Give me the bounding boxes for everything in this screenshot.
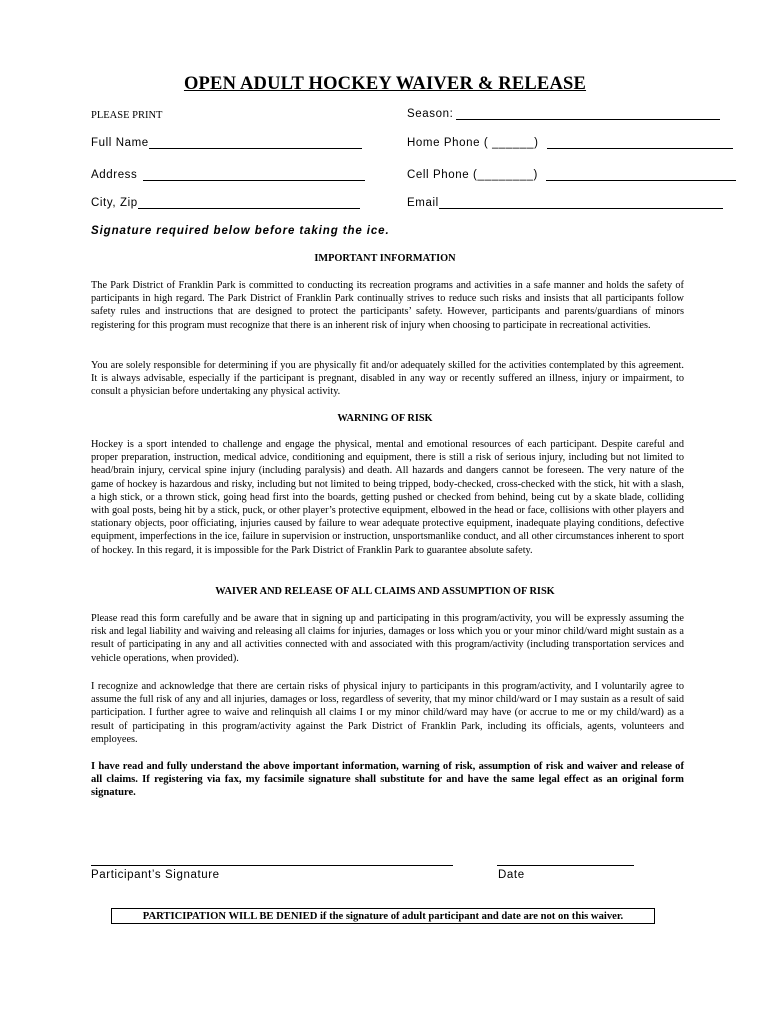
home-phone-field[interactable] (407, 137, 733, 149)
date-signature-line[interactable] (497, 865, 634, 866)
city-zip-input-line[interactable] (138, 197, 360, 209)
address-field[interactable] (91, 169, 365, 181)
season-input-line[interactable] (456, 108, 720, 120)
email-label: Email (407, 197, 439, 209)
form-title: OPEN ADULT HOCKEY WAIVER & RELEASE (183, 74, 587, 94)
home-phone-input-line[interactable] (547, 137, 733, 149)
acknowledgement-statement: I have read and fully understand the above important information, warning of risk, assumption of risk and waiver and release of all claims. If registering via fax, my facsimile signature shall substitute for and have the same legal effect as an original form signature. (91, 761, 684, 799)
warning-of-risk-heading: WARNING OF RISK (337, 413, 433, 424)
warning-of-risk-paragraph: Hockey is a sport intended to challenge and engage the physical, mental and emotional resources of each participant. Despite careful and proper preparation, instruction, medical advice, conditioning and equipment, there is still a risk of serious injury, including but not limited to head/brain injury, cervical spine injury (including paralysis) and death. All hazards and dangers cannot be foreseen. The very nature of the game of hockey is hazardous and risky, including but not limited to being tripped, body-checked, cross-checked with the stick, hit with a slash, a high stick, or a thrown stick, going head first into the boards, getting pushed or checked from behind, being cut by a skate blade, colliding with goal posts, being hit by a stick, puck, or other player’s protective equipment, elbowed in the head or face, collisions with other players and stationary objects, poor officiating, injuries caused by failure to wear adequate protective equipment, inadequate playing conditions, defective equipment, imperfections in the ice, failure in supervision or instruction, unsportsmanlike conduct, and all other circumstances inherent to sport of hockey. In this regard, it is impossible for the Park District of Franklin Park to guarantee absolute safety. (91, 439, 684, 556)
full-name-field[interactable] (91, 137, 362, 149)
important-info-paragraph-2: You are solely responsible for determining if you are physically fit and/or adequately skilled for the activities contemplated by this agreement. It is always advisable, especially if the participant is pregnant, disabled in any way or recently suffered an illness, injury or impairment, to consult a physician before undertaking any physical activity. (91, 360, 684, 398)
email-input-line[interactable] (439, 197, 723, 209)
signature-required-note: Signature required below before taking the ice. (91, 225, 390, 237)
waiver-release-heading: WAIVER AND RELEASE OF ALL CLAIMS AND ASSUMPTION OF RISK (215, 586, 555, 597)
important-info-paragraph-1: The Park District of Franklin Park is committed to conducting its recreation programs and activities in a safe manner and holds the safety of participants in high regard. The Park District of Franklin Park continually strives to reduce such risks and insists that all participants follow safety rules and instructions that are designed to protect the participants’ safety. However, participants and parents/guardians of minors registering for this program must recognize that there is an inherent risk of injury when choosing to participate in recreational activities. (91, 280, 684, 331)
date-label: Date (498, 869, 525, 881)
participant-signature-label: Participant’s Signature (91, 869, 220, 881)
please-print-label: PLEASE PRINT (91, 110, 163, 121)
waiver-paragraph-1: Please read this form carefully and be aware that in signing up and participating in this program/activity, you will be expressly assuming the risk and legal liability and waiving and releasing all claims for injuries, damages or loss which you or your minor child/ward might sustain as a result of participating in any and all activities connected with and associated with this program/activity (including transportation services and vehicle operations, when provided). (91, 613, 684, 664)
cell-phone-label: Cell Phone (________) (407, 169, 538, 181)
participant-signature-line[interactable] (91, 865, 453, 866)
city-zip-field[interactable] (91, 197, 360, 209)
cell-phone-input-line[interactable] (546, 169, 736, 181)
address-input-line[interactable] (143, 169, 365, 181)
participation-denied-notice: PARTICIPATION WILL BE DENIED if the signature of adult participant and date are not on this waiver. (111, 908, 655, 924)
full-name-label: Full Name (91, 137, 149, 149)
waiver-paragraph-2: I recognize and acknowledge that there are certain risks of physical injury to participants in this program/activity, and I voluntarily agree to assume the full risk of any and all injuries, damages or loss, regardless of severity, that my minor child/ward or I may sustain as a result of said participation. I further agree to waive and relinquish all claims I or my minor child/ward may have (or accrue to me or my child/ward) as a result of participating in this program/activity against the Park District of Franklin Park, including its officials, agents, volunteers and employees. (91, 681, 684, 745)
home-phone-label: Home Phone ( ______) (407, 137, 539, 149)
city-zip-label: City, Zip (91, 197, 138, 209)
full-name-input-line[interactable] (149, 137, 362, 149)
address-label: Address (91, 169, 138, 181)
important-info-heading: IMPORTANT INFORMATION (314, 253, 456, 264)
cell-phone-field[interactable] (407, 169, 736, 181)
email-field[interactable] (407, 197, 723, 209)
season-label: Season: (407, 108, 454, 120)
season-field[interactable] (407, 108, 720, 120)
